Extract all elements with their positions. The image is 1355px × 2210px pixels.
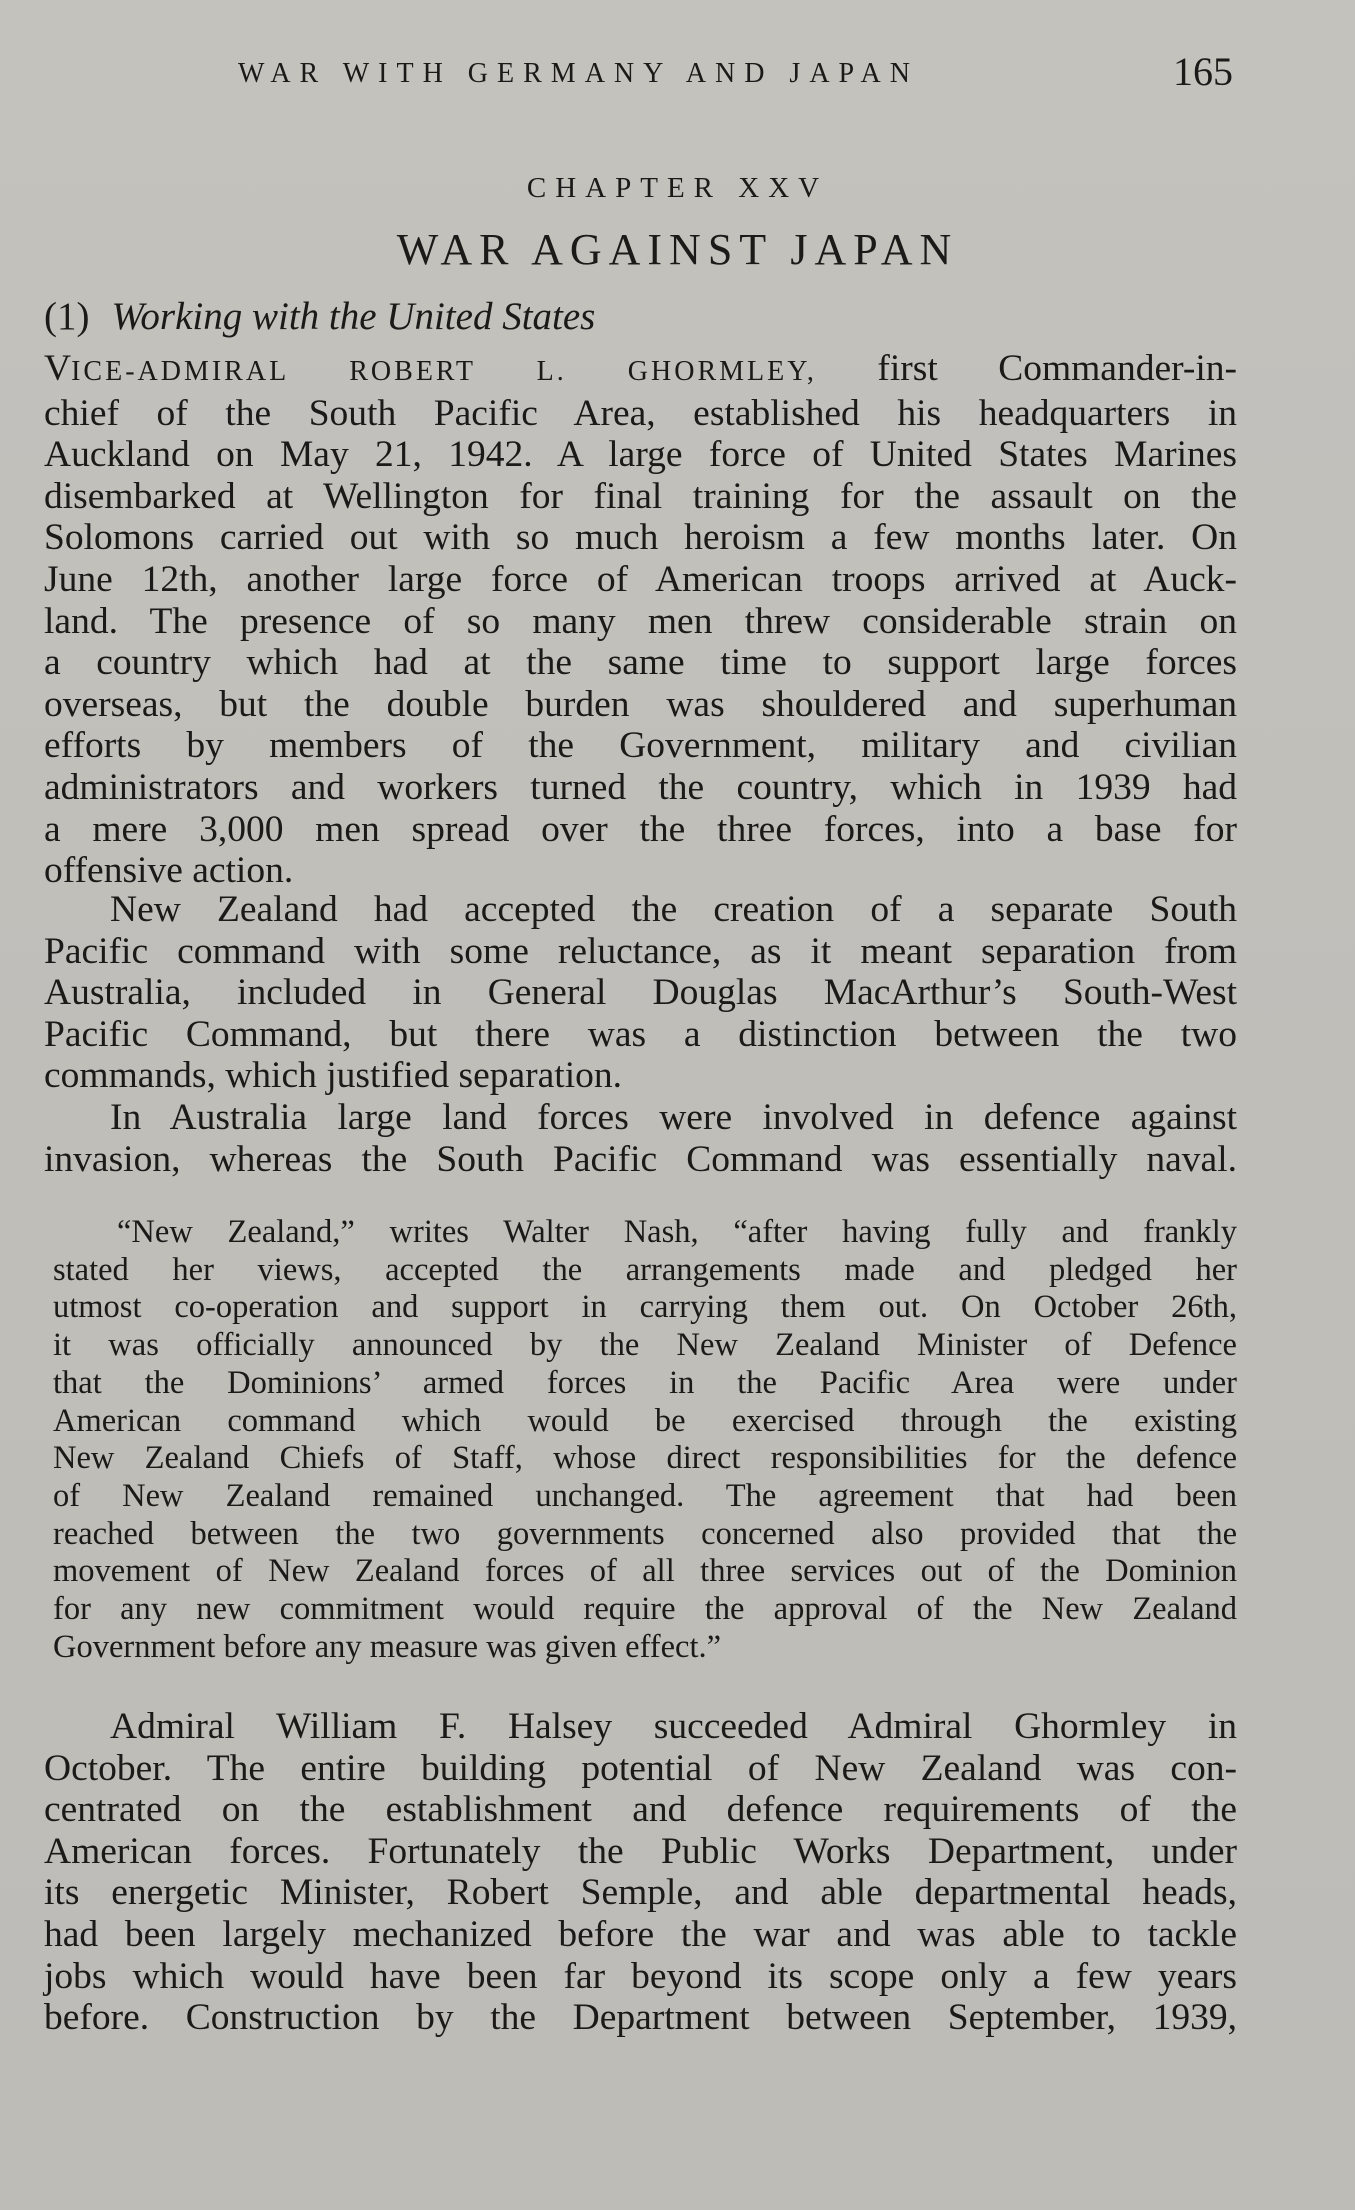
paragraph-line: a mere 3,000 men spread over the three forces, into a base for: [44, 808, 1237, 850]
paragraph-4: [44, 1706, 1237, 2039]
paragraph-line: Admiral William F. Halsey succeeded Admiral Ghormley in: [110, 1706, 1237, 1747]
paragraph-line: before. Construction by the Department between September, 1939,: [44, 1997, 1237, 2039]
paragraph-line: commands, which justified separation.: [44, 1055, 622, 1097]
paragraph-line: overseas, but the double burden was shouldered and superhuman: [44, 683, 1237, 725]
section-heading: [44, 294, 595, 339]
paragraph-line: offensive action.: [44, 850, 294, 892]
quote-line: Government before any measure was given effect.”: [53, 1628, 722, 1665]
paragraph-line: June 12th, another large force of American troops arrived at Auck-: [44, 558, 1237, 600]
quote-line: of New Zealand remained unchanged. The agreement that had been: [53, 1477, 1237, 1514]
page-number: 165: [1173, 49, 1233, 94]
chapter-label: CHAPTER XXV: [526, 172, 829, 204]
paragraph-line: invasion, whereas the South Pacific Command was essentially naval.: [44, 1138, 1237, 1180]
quote-line: American command which would be exercised through the existing: [53, 1402, 1237, 1439]
paragraph-line: [44, 348, 1237, 393]
lead-caps: ICE-ADMIRAL ROBERT L. GHORMLEY,: [71, 356, 817, 387]
paragraph-line: chief of the South Pacific Area, established his headquarters in: [44, 392, 1237, 434]
paragraph-line: Solomons carried out with so much heroism a few months later. On: [44, 517, 1237, 559]
paragraph-line: administrators and workers turned the country, which in 1939 had: [44, 766, 1237, 808]
paragraph-3: [44, 1097, 1237, 1180]
first-line-rest: first Commander-in-: [816, 348, 1237, 389]
chapter-title: WAR AGAINST JAPAN: [396, 225, 959, 274]
paragraph-line: had been largely mechanized before the war and was able to tackle: [44, 1913, 1237, 1955]
paragraph-line: October. The entire building potential of New Zealand was con-: [44, 1747, 1237, 1789]
quote-line: reached between the two governments concerned also provided that the: [53, 1515, 1237, 1552]
paragraph-line: Pacific Command, but there was a distinction between the two: [44, 1013, 1237, 1055]
section-number: (1): [44, 295, 90, 338]
quote-line: utmost co-operation and support in carrying them out. On October 26th,: [53, 1289, 1237, 1326]
block-quote: [53, 1214, 1237, 1666]
section-title: Working with the United States: [111, 295, 596, 338]
paragraph-line: jobs which would have been far beyond its scope only a few years: [44, 1955, 1237, 1997]
paragraph-line: In Australia large land forces were involved in defence against: [110, 1097, 1237, 1138]
paragraph-line: Auckland on May 21, 1942. A large force of United States Marines: [44, 434, 1237, 476]
quote-line: it was officially announced by the New Zealand Minister of Defence: [53, 1327, 1237, 1364]
paragraph-line: land. The presence of so many men threw considerable strain on: [44, 600, 1237, 642]
paragraph-line: a country which had at the same time to support large forces: [44, 642, 1237, 684]
quote-line: movement of New Zealand forces of all three services out of the Dominion: [53, 1553, 1237, 1590]
paragraph-line: centrated on the establishment and defence requirements of the: [44, 1789, 1237, 1831]
paragraph-line: Pacific command with some reluctance, as it meant separation from: [44, 930, 1237, 972]
paragraph-line: New Zealand had accepted the creation of a separate South: [110, 889, 1237, 930]
paragraph-line: disembarked at Wellington for final training for the assault on the: [44, 475, 1237, 517]
paragraph-line: efforts by members of the Government, military and civilian: [44, 725, 1237, 767]
paragraph-line: its energetic Minister, Robert Semple, and able departmental heads,: [44, 1872, 1237, 1914]
paragraph-line: Australia, included in General Douglas MacArthur’s South-West: [44, 972, 1237, 1014]
quote-line: for any new commitment would require the approval of the New Zealand: [53, 1591, 1237, 1628]
running-head: WAR WITH GERMANY AND JAPAN: [238, 58, 919, 89]
paragraph-line: American forces. Fortunately the Public Works Department, under: [44, 1830, 1237, 1872]
quote-line: stated her views, accepted the arrangements made and pledged her: [53, 1251, 1237, 1288]
quote-line: “New Zealand,” writes Walter Nash, “after having fully and frankly: [117, 1214, 1237, 1250]
lead-initial: V: [44, 348, 72, 389]
paragraph-1: [44, 348, 1237, 892]
quote-line: that the Dominions’ armed forces in the Pacific Area were under: [53, 1364, 1237, 1401]
paragraph-2: [44, 889, 1237, 1097]
quote-line: New Zealand Chiefs of Staff, whose direct responsibilities for the defence: [53, 1440, 1237, 1477]
